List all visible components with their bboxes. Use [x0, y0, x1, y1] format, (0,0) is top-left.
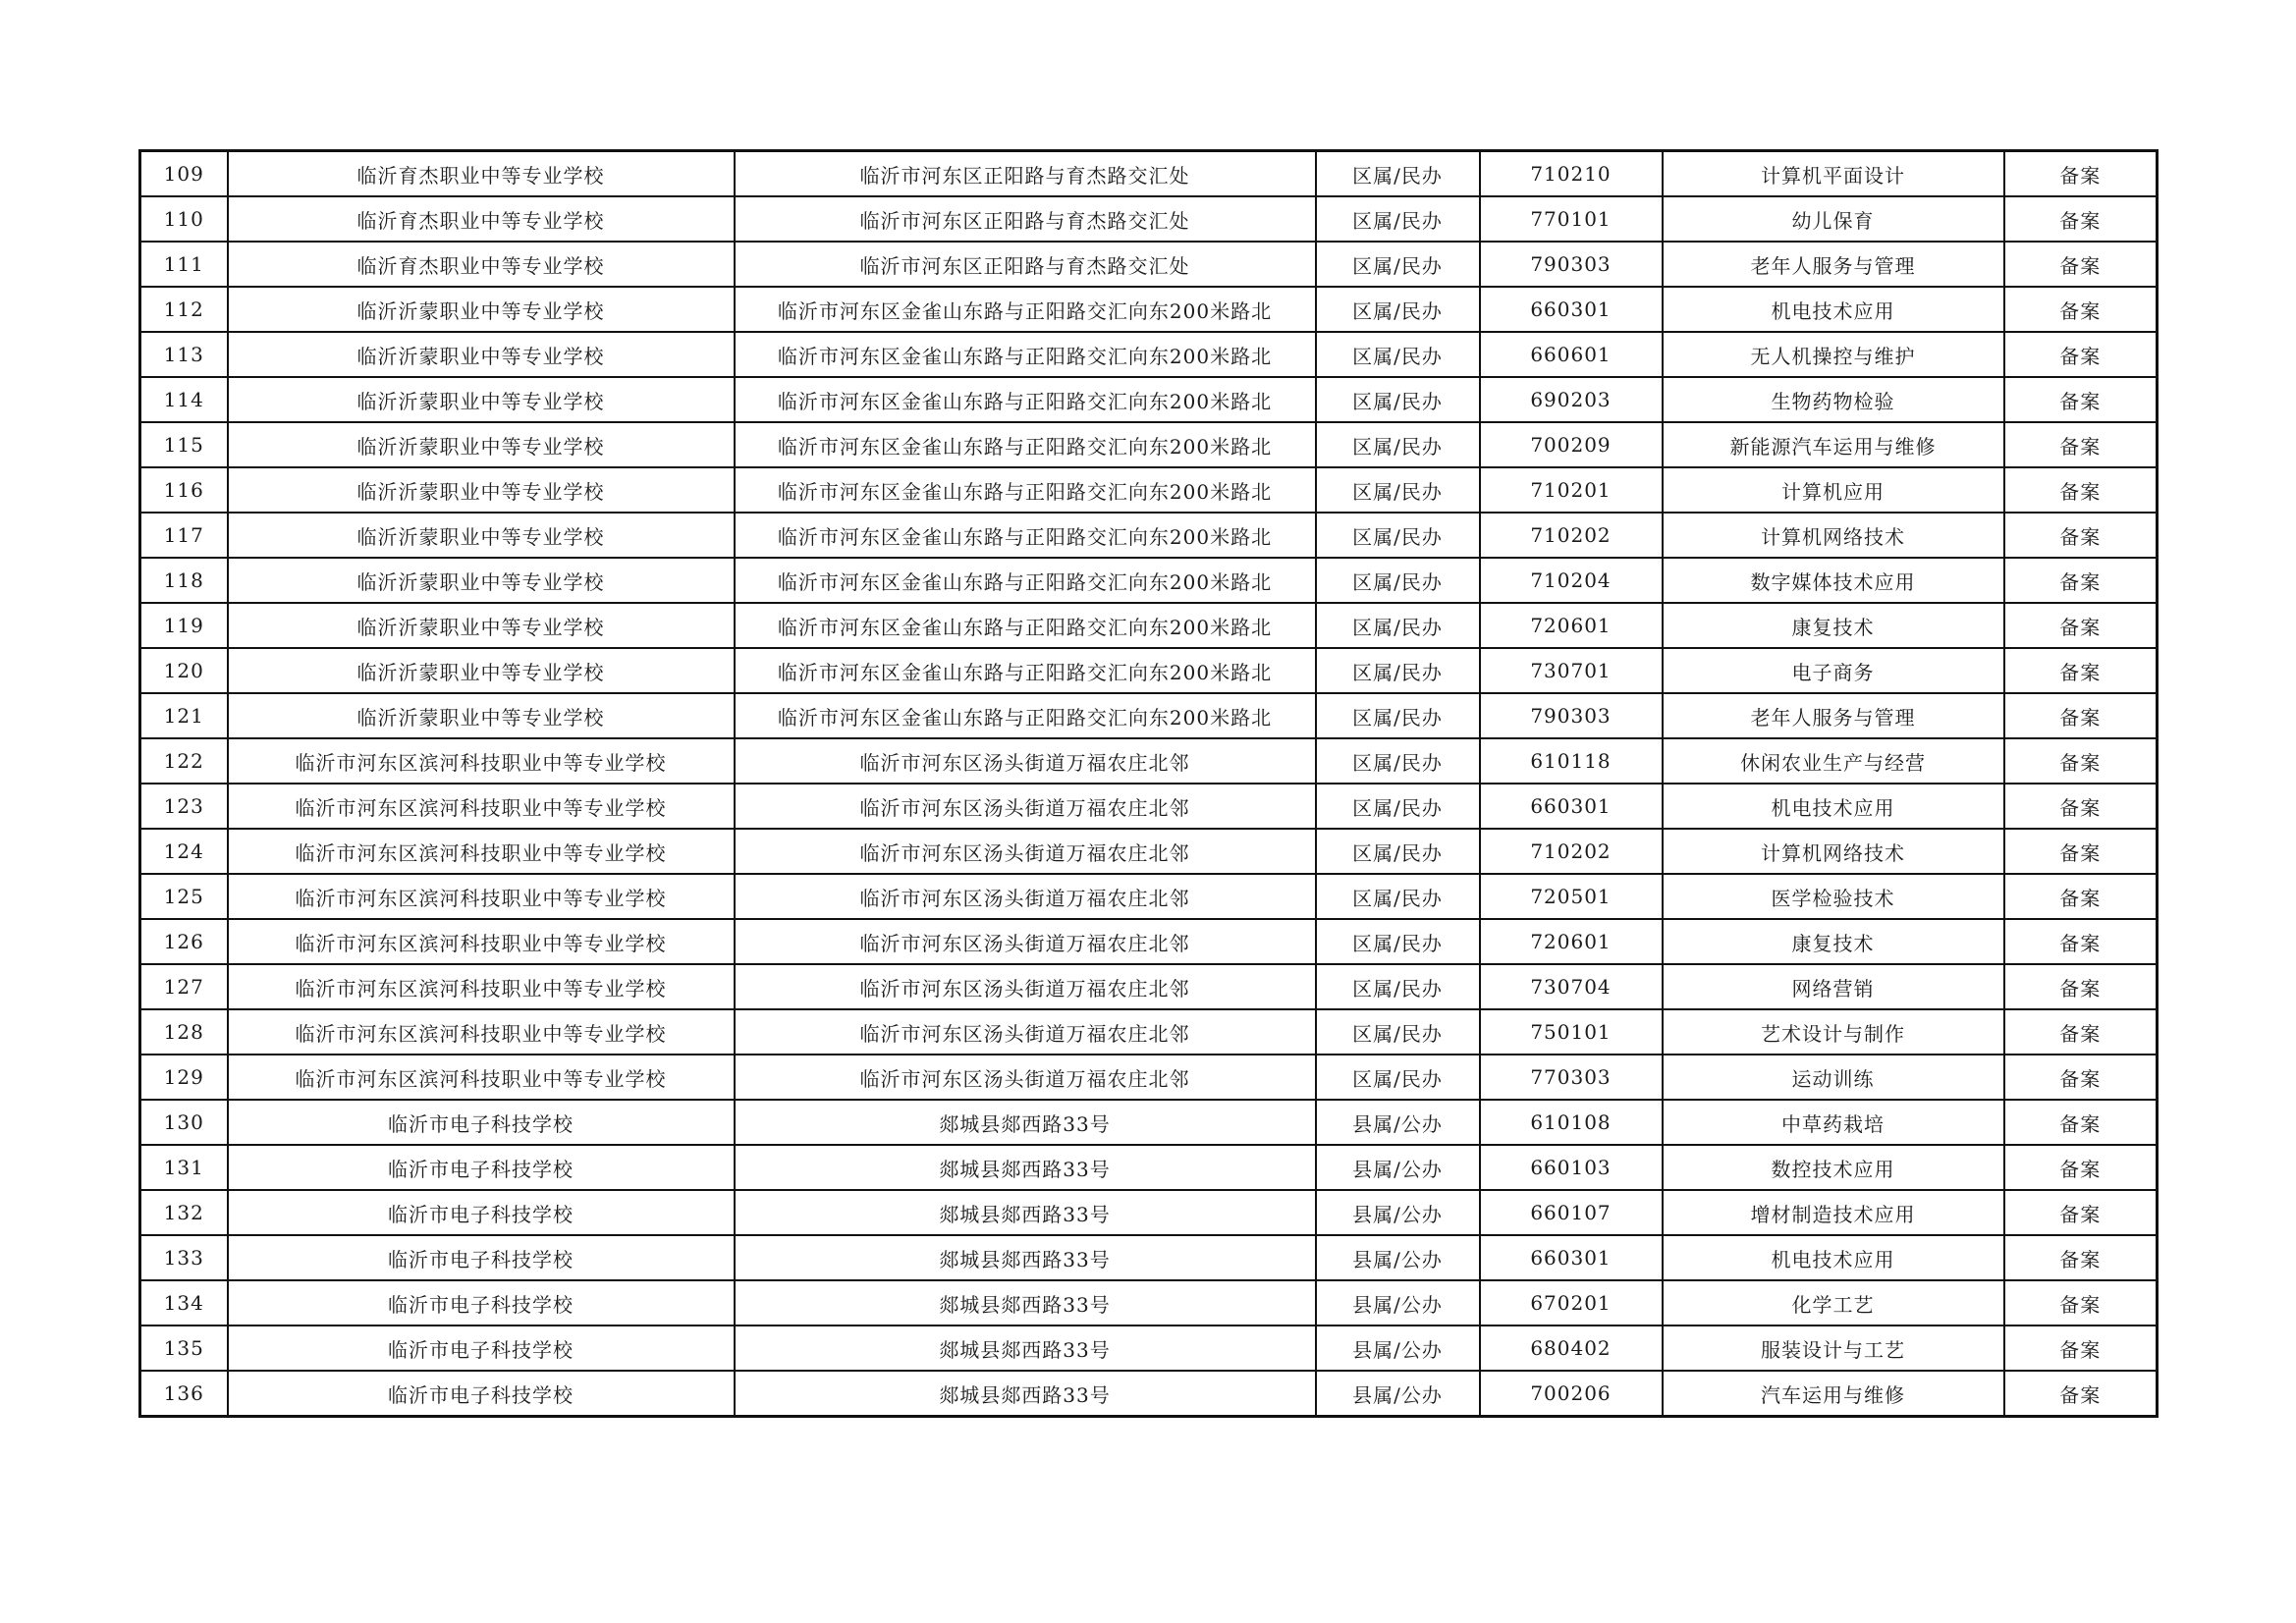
school-address-cell: 临沂市河东区金雀山东路与正阳路交汇向东200米路北 — [735, 422, 1316, 467]
table-row — [140, 693, 2158, 738]
major-name-cell: 计算机应用 — [1663, 467, 2004, 513]
major-code-cell: 660301 — [1480, 1235, 1663, 1280]
school-address-cell: 临沂市河东区金雀山东路与正阳路交汇向东200米路北 — [735, 558, 1316, 603]
status-cell: 备案 — [2004, 287, 2158, 332]
school-name-cell: 临沂市河东区滨河科技职业中等专业学校 — [228, 829, 735, 874]
school-name-cell: 临沂市河东区滨河科技职业中等专业学校 — [228, 964, 735, 1009]
major-name-cell: 机电技术应用 — [1663, 1235, 2004, 1280]
school-name-cell: 临沂市电子科技学校 — [228, 1100, 735, 1145]
major-name-cell: 康复技术 — [1663, 603, 2004, 648]
table-row — [140, 829, 2158, 874]
school-type-cell: 区属/民办 — [1316, 784, 1480, 829]
major-code-cell: 720501 — [1480, 874, 1663, 919]
school-name-cell: 临沂市河东区滨河科技职业中等专业学校 — [228, 738, 735, 784]
major-name-cell: 化学工艺 — [1663, 1280, 2004, 1325]
school-address-cell: 临沂市河东区汤头街道万福农庄北邻 — [735, 919, 1316, 964]
major-code-cell: 660601 — [1480, 332, 1663, 377]
table-row — [140, 874, 2158, 919]
school-type-cell: 区属/民办 — [1316, 919, 1480, 964]
row-number-cell: 128 — [140, 1009, 228, 1055]
school-address-cell: 临沂市河东区金雀山东路与正阳路交汇向东200米路北 — [735, 648, 1316, 693]
status-cell: 备案 — [2004, 332, 2158, 377]
school-address-cell: 郯城县郯西路33号 — [735, 1280, 1316, 1325]
major-name-cell: 生物药物检验 — [1663, 377, 2004, 422]
major-code-cell: 720601 — [1480, 919, 1663, 964]
status-cell: 备案 — [2004, 558, 2158, 603]
major-name-cell: 康复技术 — [1663, 919, 2004, 964]
major-code-cell: 770303 — [1480, 1055, 1663, 1100]
school-address-cell: 临沂市河东区金雀山东路与正阳路交汇向东200米路北 — [735, 513, 1316, 558]
major-code-cell: 660107 — [1480, 1190, 1663, 1235]
table-row — [140, 242, 2158, 287]
major-name-cell: 老年人服务与管理 — [1663, 242, 2004, 287]
status-cell: 备案 — [2004, 829, 2158, 874]
major-code-cell: 660301 — [1480, 287, 1663, 332]
major-name-cell: 计算机网络技术 — [1663, 829, 2004, 874]
table-row — [140, 422, 2158, 467]
major-name-cell: 幼儿保育 — [1663, 196, 2004, 242]
major-code-cell: 710210 — [1480, 151, 1663, 197]
school-name-cell: 临沂沂蒙职业中等专业学校 — [228, 287, 735, 332]
major-code-cell: 710201 — [1480, 467, 1663, 513]
school-type-cell: 区属/民办 — [1316, 242, 1480, 287]
table-row — [140, 151, 2158, 197]
major-code-cell: 700206 — [1480, 1371, 1663, 1417]
school-type-cell: 区属/民办 — [1316, 964, 1480, 1009]
school-address-cell: 临沂市河东区金雀山东路与正阳路交汇向东200米路北 — [735, 467, 1316, 513]
table-row — [140, 287, 2158, 332]
major-name-cell: 服装设计与工艺 — [1663, 1325, 2004, 1371]
school-address-cell: 郯城县郯西路33号 — [735, 1371, 1316, 1417]
major-code-cell: 730704 — [1480, 964, 1663, 1009]
status-cell: 备案 — [2004, 1235, 2158, 1280]
school-name-cell: 临沂市河东区滨河科技职业中等专业学校 — [228, 1055, 735, 1100]
status-cell: 备案 — [2004, 377, 2158, 422]
school-address-cell: 临沂市河东区汤头街道万福农庄北邻 — [735, 829, 1316, 874]
status-cell: 备案 — [2004, 151, 2158, 197]
row-number-cell: 123 — [140, 784, 228, 829]
school-name-cell: 临沂市电子科技学校 — [228, 1235, 735, 1280]
row-number-cell: 122 — [140, 738, 228, 784]
major-name-cell: 数控技术应用 — [1663, 1145, 2004, 1190]
row-number-cell: 135 — [140, 1325, 228, 1371]
major-name-cell: 网络营销 — [1663, 964, 2004, 1009]
major-name-cell: 无人机操控与维护 — [1663, 332, 2004, 377]
major-name-cell: 机电技术应用 — [1663, 287, 2004, 332]
status-cell: 备案 — [2004, 874, 2158, 919]
school-address-cell: 郯城县郯西路33号 — [735, 1100, 1316, 1145]
table-row — [140, 1371, 2158, 1417]
school-type-cell: 区属/民办 — [1316, 467, 1480, 513]
school-type-cell: 县属/公办 — [1316, 1190, 1480, 1235]
school-type-cell: 区属/民办 — [1316, 513, 1480, 558]
row-number-cell: 134 — [140, 1280, 228, 1325]
table-row — [140, 467, 2158, 513]
school-type-cell: 区属/民办 — [1316, 151, 1480, 197]
row-number-cell: 115 — [140, 422, 228, 467]
table-row — [140, 1190, 2158, 1235]
status-cell: 备案 — [2004, 1100, 2158, 1145]
row-number-cell: 119 — [140, 603, 228, 648]
school-type-cell: 县属/公办 — [1316, 1235, 1480, 1280]
row-number-cell: 114 — [140, 377, 228, 422]
row-number-cell: 131 — [140, 1145, 228, 1190]
school-type-cell: 区属/民办 — [1316, 558, 1480, 603]
school-address-cell: 临沂市河东区汤头街道万福农庄北邻 — [735, 1009, 1316, 1055]
major-name-cell: 增材制造技术应用 — [1663, 1190, 2004, 1235]
school-address-cell: 临沂市河东区正阳路与育杰路交汇处 — [735, 196, 1316, 242]
school-name-cell: 临沂沂蒙职业中等专业学校 — [228, 377, 735, 422]
table-row — [140, 603, 2158, 648]
status-cell: 备案 — [2004, 964, 2158, 1009]
school-address-cell: 临沂市河东区汤头街道万福农庄北邻 — [735, 964, 1316, 1009]
status-cell: 备案 — [2004, 693, 2158, 738]
school-address-cell: 临沂市河东区汤头街道万福农庄北邻 — [735, 738, 1316, 784]
school-type-cell: 县属/公办 — [1316, 1371, 1480, 1417]
school-major-table — [138, 149, 2159, 1418]
school-name-cell: 临沂沂蒙职业中等专业学校 — [228, 513, 735, 558]
major-code-cell: 790303 — [1480, 242, 1663, 287]
status-cell: 备案 — [2004, 196, 2158, 242]
row-number-cell: 124 — [140, 829, 228, 874]
table-row — [140, 196, 2158, 242]
major-code-cell: 660103 — [1480, 1145, 1663, 1190]
table-row — [140, 784, 2158, 829]
major-code-cell: 610118 — [1480, 738, 1663, 784]
status-cell: 备案 — [2004, 648, 2158, 693]
school-address-cell: 临沂市河东区金雀山东路与正阳路交汇向东200米路北 — [735, 287, 1316, 332]
school-type-cell: 区属/民办 — [1316, 1055, 1480, 1100]
table-row — [140, 919, 2158, 964]
school-name-cell: 临沂沂蒙职业中等专业学校 — [228, 558, 735, 603]
school-type-cell: 区属/民办 — [1316, 422, 1480, 467]
school-address-cell: 临沂市河东区汤头街道万福农庄北邻 — [735, 874, 1316, 919]
school-type-cell: 县属/公办 — [1316, 1100, 1480, 1145]
major-name-cell: 数字媒体技术应用 — [1663, 558, 2004, 603]
major-code-cell: 750101 — [1480, 1009, 1663, 1055]
major-name-cell: 艺术设计与制作 — [1663, 1009, 2004, 1055]
status-cell: 备案 — [2004, 784, 2158, 829]
school-address-cell: 临沂市河东区汤头街道万福农庄北邻 — [735, 784, 1316, 829]
row-number-cell: 117 — [140, 513, 228, 558]
school-name-cell: 临沂市电子科技学校 — [228, 1190, 735, 1235]
school-name-cell: 临沂市电子科技学校 — [228, 1280, 735, 1325]
major-name-cell: 老年人服务与管理 — [1663, 693, 2004, 738]
table-row — [140, 1235, 2158, 1280]
school-type-cell: 区属/民办 — [1316, 377, 1480, 422]
school-name-cell: 临沂沂蒙职业中等专业学校 — [228, 467, 735, 513]
school-name-cell: 临沂市河东区滨河科技职业中等专业学校 — [228, 874, 735, 919]
row-number-cell: 112 — [140, 287, 228, 332]
major-code-cell: 710204 — [1480, 558, 1663, 603]
major-code-cell: 710202 — [1480, 513, 1663, 558]
status-cell: 备案 — [2004, 422, 2158, 467]
major-code-cell: 730701 — [1480, 648, 1663, 693]
school-address-cell: 临沂市河东区汤头街道万福农庄北邻 — [735, 1055, 1316, 1100]
row-number-cell: 130 — [140, 1100, 228, 1145]
status-cell: 备案 — [2004, 1371, 2158, 1417]
school-name-cell: 临沂市电子科技学校 — [228, 1145, 735, 1190]
major-code-cell: 720601 — [1480, 603, 1663, 648]
school-name-cell: 临沂育杰职业中等专业学校 — [228, 196, 735, 242]
status-cell: 备案 — [2004, 738, 2158, 784]
major-name-cell: 医学检验技术 — [1663, 874, 2004, 919]
school-address-cell: 临沂市河东区金雀山东路与正阳路交汇向东200米路北 — [735, 603, 1316, 648]
school-type-cell: 县属/公办 — [1316, 1280, 1480, 1325]
status-cell: 备案 — [2004, 1009, 2158, 1055]
school-name-cell: 临沂市河东区滨河科技职业中等专业学校 — [228, 1009, 735, 1055]
major-code-cell: 680402 — [1480, 1325, 1663, 1371]
school-name-cell: 临沂沂蒙职业中等专业学校 — [228, 603, 735, 648]
school-address-cell: 临沂市河东区金雀山东路与正阳路交汇向东200米路北 — [735, 377, 1316, 422]
row-number-cell: 132 — [140, 1190, 228, 1235]
school-name-cell: 临沂市电子科技学校 — [228, 1325, 735, 1371]
school-type-cell: 区属/民办 — [1316, 693, 1480, 738]
major-name-cell: 中草药栽培 — [1663, 1100, 2004, 1145]
row-number-cell: 121 — [140, 693, 228, 738]
school-type-cell: 区属/民办 — [1316, 1009, 1480, 1055]
school-address-cell: 临沂市河东区金雀山东路与正阳路交汇向东200米路北 — [735, 693, 1316, 738]
school-address-cell: 郯城县郯西路33号 — [735, 1145, 1316, 1190]
major-name-cell: 计算机平面设计 — [1663, 151, 2004, 197]
school-name-cell: 临沂沂蒙职业中等专业学校 — [228, 693, 735, 738]
school-address-cell: 临沂市河东区正阳路与育杰路交汇处 — [735, 151, 1316, 197]
school-type-cell: 区属/民办 — [1316, 874, 1480, 919]
school-type-cell: 区属/民办 — [1316, 738, 1480, 784]
row-number-cell: 127 — [140, 964, 228, 1009]
school-name-cell: 临沂沂蒙职业中等专业学校 — [228, 332, 735, 377]
school-type-cell: 区属/民办 — [1316, 603, 1480, 648]
school-type-cell: 县属/公办 — [1316, 1145, 1480, 1190]
school-address-cell: 郯城县郯西路33号 — [735, 1190, 1316, 1235]
status-cell: 备案 — [2004, 919, 2158, 964]
major-code-cell: 790303 — [1480, 693, 1663, 738]
school-type-cell: 区属/民办 — [1316, 287, 1480, 332]
row-number-cell: 118 — [140, 558, 228, 603]
major-name-cell: 电子商务 — [1663, 648, 2004, 693]
row-number-cell: 136 — [140, 1371, 228, 1417]
status-cell: 备案 — [2004, 1280, 2158, 1325]
major-code-cell: 770101 — [1480, 196, 1663, 242]
status-cell: 备案 — [2004, 1145, 2158, 1190]
school-name-cell: 临沂育杰职业中等专业学校 — [228, 151, 735, 197]
status-cell: 备案 — [2004, 467, 2158, 513]
row-number-cell: 125 — [140, 874, 228, 919]
school-type-cell: 区属/民办 — [1316, 196, 1480, 242]
major-code-cell: 690203 — [1480, 377, 1663, 422]
status-cell: 备案 — [2004, 1325, 2158, 1371]
table-row — [140, 332, 2158, 377]
table-row — [140, 513, 2158, 558]
row-number-cell: 113 — [140, 332, 228, 377]
table-row — [140, 738, 2158, 784]
table-row — [140, 1055, 2158, 1100]
table-row — [140, 377, 2158, 422]
school-name-cell: 临沂育杰职业中等专业学校 — [228, 242, 735, 287]
major-code-cell: 610108 — [1480, 1100, 1663, 1145]
major-name-cell: 机电技术应用 — [1663, 784, 2004, 829]
table-row — [140, 1280, 2158, 1325]
school-name-cell: 临沂市电子科技学校 — [228, 1371, 735, 1417]
table-row — [140, 1145, 2158, 1190]
school-address-cell: 临沂市河东区金雀山东路与正阳路交汇向东200米路北 — [735, 332, 1316, 377]
school-type-cell: 区属/民办 — [1316, 829, 1480, 874]
status-cell: 备案 — [2004, 1055, 2158, 1100]
school-type-cell: 区属/民办 — [1316, 332, 1480, 377]
row-number-cell: 116 — [140, 467, 228, 513]
table-row — [140, 964, 2158, 1009]
row-number-cell: 129 — [140, 1055, 228, 1100]
table-row — [140, 648, 2158, 693]
status-cell: 备案 — [2004, 1190, 2158, 1235]
major-name-cell: 休闲农业生产与经营 — [1663, 738, 2004, 784]
status-cell: 备案 — [2004, 603, 2158, 648]
school-name-cell: 临沂市河东区滨河科技职业中等专业学校 — [228, 919, 735, 964]
school-name-cell: 临沂沂蒙职业中等专业学校 — [228, 422, 735, 467]
major-name-cell: 运动训练 — [1663, 1055, 2004, 1100]
school-address-cell: 临沂市河东区正阳路与育杰路交汇处 — [735, 242, 1316, 287]
row-number-cell: 110 — [140, 196, 228, 242]
school-address-cell: 郯城县郯西路33号 — [735, 1325, 1316, 1371]
table-row — [140, 1100, 2158, 1145]
major-name-cell: 汽车运用与维修 — [1663, 1371, 2004, 1417]
table-row — [140, 1009, 2158, 1055]
row-number-cell: 120 — [140, 648, 228, 693]
major-name-cell: 新能源汽车运用与维修 — [1663, 422, 2004, 467]
row-number-cell: 126 — [140, 919, 228, 964]
row-number-cell: 133 — [140, 1235, 228, 1280]
major-code-cell: 660301 — [1480, 784, 1663, 829]
table-row — [140, 558, 2158, 603]
status-cell: 备案 — [2004, 513, 2158, 558]
major-code-cell: 710202 — [1480, 829, 1663, 874]
school-name-cell: 临沂沂蒙职业中等专业学校 — [228, 648, 735, 693]
major-name-cell: 计算机网络技术 — [1663, 513, 2004, 558]
major-code-cell: 670201 — [1480, 1280, 1663, 1325]
school-name-cell: 临沂市河东区滨河科技职业中等专业学校 — [228, 784, 735, 829]
row-number-cell: 111 — [140, 242, 228, 287]
school-address-cell: 郯城县郯西路33号 — [735, 1235, 1316, 1280]
major-code-cell: 700209 — [1480, 422, 1663, 467]
school-type-cell: 区属/民办 — [1316, 648, 1480, 693]
status-cell: 备案 — [2004, 242, 2158, 287]
school-type-cell: 县属/公办 — [1316, 1325, 1480, 1371]
table-row — [140, 1325, 2158, 1371]
row-number-cell: 109 — [140, 151, 228, 197]
table-body — [140, 151, 2158, 1417]
